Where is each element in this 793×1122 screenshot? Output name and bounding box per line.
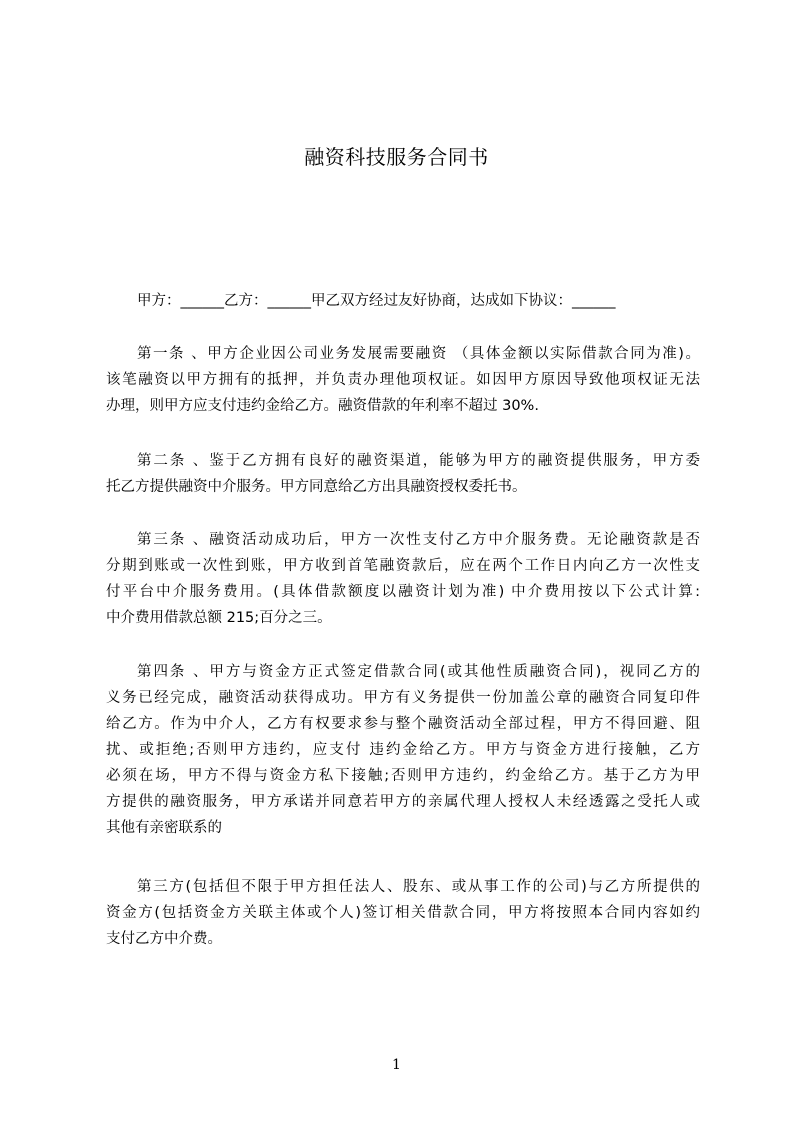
article-4-line: 方提供的融资服务，甲方承诺并同意若甲方的亲属代理人授权人未经透露之受托人或 bbox=[106, 794, 700, 810]
article-4-line: 给乙方。作为中介人，乙方有权要求参与整个融资活动全部过程，甲方不得回避、阻 bbox=[106, 716, 700, 732]
article-1-line: 第一条 、甲方企业因公司业务发展需要融资 （具体金额以实际借款合同为准)。 bbox=[137, 346, 700, 362]
article-5-line: 资金方(包括资金方关联主体或个人)签订相关借款合同，甲方将按照本合同内容如约 bbox=[106, 905, 700, 921]
article-1-line: 该笔融资以甲方拥有的抵押，并负责办理他项权证。如因甲方原因导致他项权证无法 bbox=[106, 372, 700, 388]
article-1-line: 办理，则甲方应支付违约金给乙方。融资借款的年利率不超过 30%. bbox=[106, 398, 539, 414]
article-5-line: 支付乙方中介费。 bbox=[106, 931, 222, 947]
article-2-line: 托乙方提供融资中介服务。甲方同意给乙方出具融资授权委托书。 bbox=[106, 479, 527, 495]
article-4-line: 必须在场，甲方不得与资金方私下接触;否则甲方违约，约金给乙方。基于乙方为甲 bbox=[106, 768, 700, 784]
article-4-line: 第四条 、甲方与资金方正式签定借款合同(或其他性质融资合同)，视同乙方的 bbox=[137, 664, 700, 680]
article-3-line: 付平台中介服务费用。(具体借款额度以融资计划为准) 中介费用按以下公式计算: bbox=[106, 584, 700, 600]
article-3-line: 第三条 、融资活动成功后，甲方一次性支付乙方中介服务费。无论融资款是否 bbox=[137, 532, 700, 548]
article-4-line: 义务已经完成，融资活动获得成功。甲方有义务提供一份加盖公章的融资合同复印件 bbox=[106, 690, 700, 706]
document-title: 融资科技服务合同书 bbox=[304, 145, 489, 169]
article-4-line: 扰、或拒绝;否则甲方违约，应支付 违约金给乙方。甲方与资金方进行接触，乙方 bbox=[106, 742, 700, 758]
article-5-line: 第三方(包括但不限于甲方担任法人、股东、或从事工作的公司)与乙方所提供的 bbox=[137, 879, 700, 895]
article-3-line: 中介费用借款总额 215;百分之三。 bbox=[106, 610, 332, 626]
page-number: 1 bbox=[392, 1057, 401, 1073]
parties-line: 甲方：______乙方：______甲乙双方经过友好协商，达成如下协议：______ bbox=[137, 293, 616, 309]
article-3-line: 分期到账或一次性到账，甲方收到首笔融资款后，应在两个工作日内向乙方一次性支 bbox=[106, 558, 700, 574]
article-2-line: 第二条 、鉴于乙方拥有良好的融资渠道，能够为甲方的融资提供服务，甲方委 bbox=[137, 453, 700, 469]
article-4-line: 其他有亲密联系的 bbox=[106, 820, 222, 836]
